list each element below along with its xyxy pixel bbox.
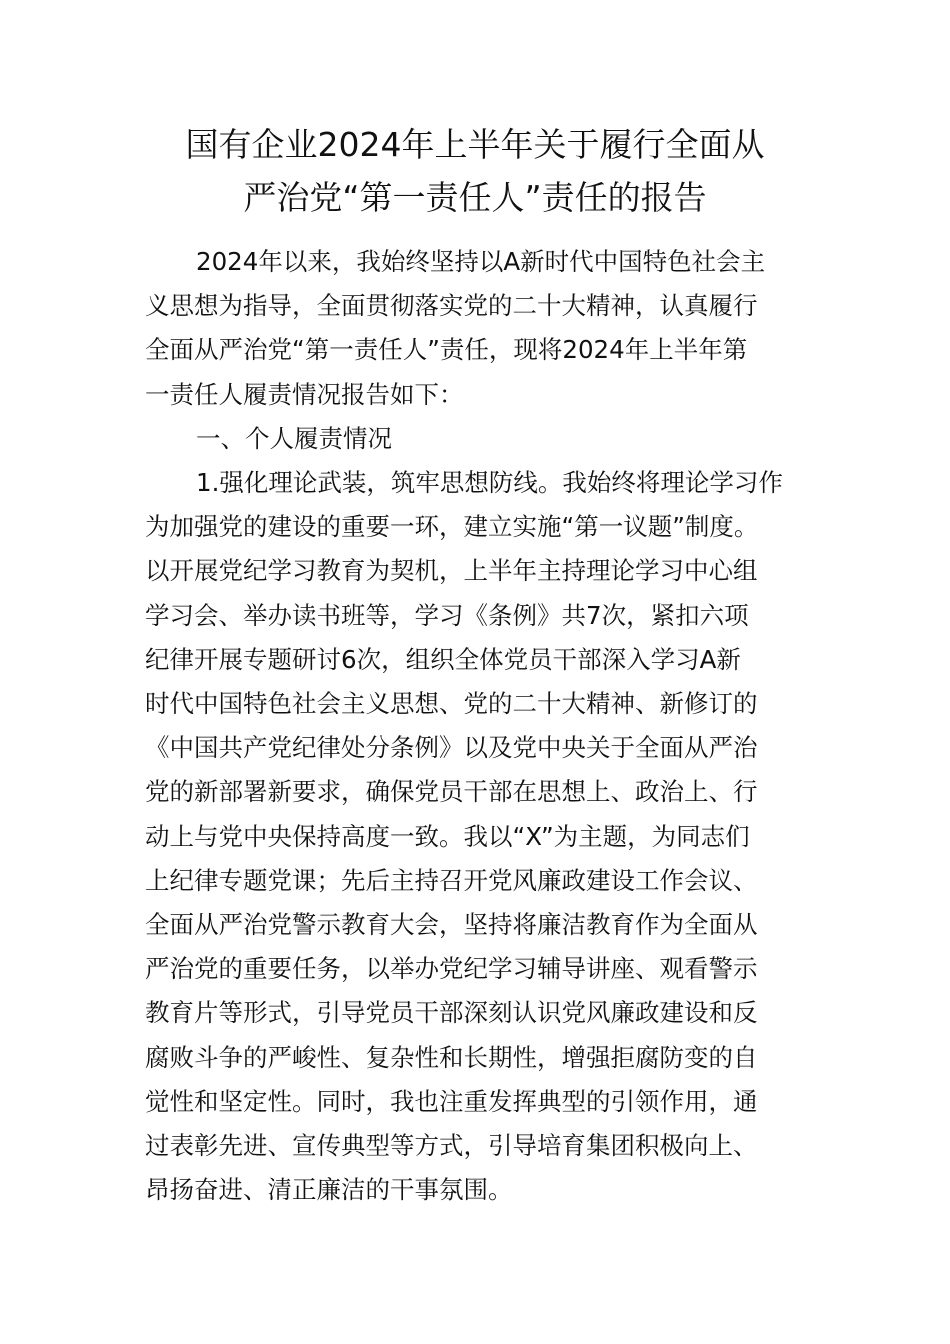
paragraph-line: 学习会、举办读书班等，学习《条例》共7次，紧扣六项 — [145, 600, 749, 630]
intro-paragraph-line: 2024年以来，我始终坚持以A新时代中国特色社会主 — [196, 247, 766, 276]
document-body — [145, 240, 815, 1212]
paragraph-line: 腐败斗争的严峻性、复杂性和长期性，增强拒腐防变的自 — [145, 1042, 758, 1072]
section-heading: 一、个人履责情况 — [196, 423, 392, 453]
title-line-1: 国有企业2024年上半年关于履行全面从 — [185, 125, 765, 164]
paragraph-line: 为加强党的建设的重要一环，建立实施“第一议题”制度。 — [145, 512, 759, 542]
paragraph-line: 党的新部署新要求，确保党员干部在思想上、政治上、行 — [145, 777, 758, 807]
paragraph-line: 以开展党纪学习教育为契机，上半年主持理论学习中心组 — [145, 556, 758, 586]
document-title — [100, 118, 850, 224]
title-line-2: 严治党“第一责任人”责任的报告 — [243, 178, 707, 217]
intro-paragraph-line: 全面从严治党“第一责任人”责任，现将2024年上半年第 — [145, 335, 748, 365]
paragraph-line: 时代中国特色社会主义思想、党的二十大精神、新修订的 — [145, 689, 758, 719]
paragraph-line: 《中国共产党纪律处分条例》以及党中央关于全面从严治 — [145, 733, 758, 763]
paragraph-line: 觉性和坚定性。同时，我也注重发挥典型的引领作用，通 — [145, 1086, 758, 1116]
paragraph-line: 严治党的重要任务，以举办党纪学习辅导讲座、观看警示 — [145, 954, 758, 984]
paragraph-line: 上纪律专题党课；先后主持召开党风廉政建设工作会议、 — [145, 865, 758, 895]
paragraph-line: 纪律开展专题研讨6次，组织全体党员干部深入学习A新 — [145, 644, 741, 674]
intro-paragraph-line: 义思想为指导，全面贯彻落实党的二十大精神，认真履行 — [145, 291, 758, 321]
paragraph-line: 昂扬奋进、清正廉洁的干事氛围。 — [145, 1175, 513, 1205]
paragraph-line: 1.强化理论武装，筑牢思想防线。我始终将理论学习作 — [196, 468, 783, 498]
paragraph-line: 全面从严治党警示教育大会，坚持将廉洁教育作为全面从 — [145, 910, 758, 940]
paragraph-line: 过表彰先进、宣传典型等方式，引导培育集团积极向上、 — [145, 1131, 758, 1161]
paragraph-line: 动上与党中央保持高度一致。我以“X”为主题，为同志们 — [145, 821, 750, 851]
intro-paragraph-line: 一责任人履责情况报告如下： — [145, 379, 464, 409]
paragraph-line: 教育片等形式，引导党员干部深刻认识党风廉政建设和反 — [145, 998, 758, 1028]
